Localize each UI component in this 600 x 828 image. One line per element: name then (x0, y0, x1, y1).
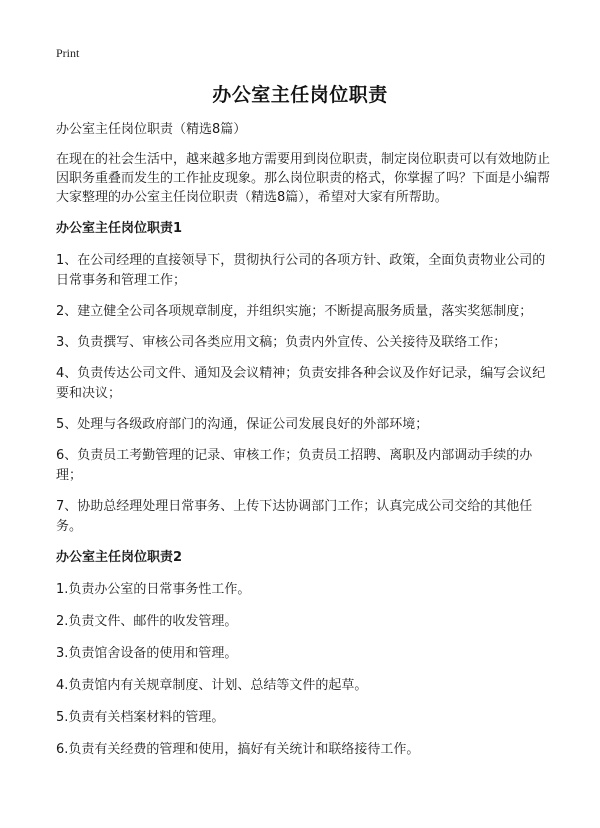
list-item: 7、协助总经理处理日常事务、上传下达协调部门工作；认真完成公司交给的其他任务。 (56, 499, 533, 534)
document-title: 办公室主任岗位职责 (212, 84, 388, 106)
list-item: 2、建立健全公司各项规章制度，并组织实施；不断提高服务质量，落实奖惩制度； (56, 304, 533, 319)
section-1-list (56, 251, 550, 537)
document-body (56, 120, 550, 772)
list-item: 6.负责有关经费的管理和使用，搞好有关统计和联络接待工作。 (56, 742, 420, 757)
document-subtitle: 办公室主任岗位职责（精选8篇） (56, 122, 247, 137)
intro-paragraph: 在现在的社会生活中，越来越多地方需要用到岗位职责，制定岗位职责可以有效地防止因职务重叠而发生的工作扯皮现象。那么岗位职责的格式，你掌握了吗？下面是小编帮大家整理的办公室主任岗位职责（精选8篇），希望对大家有所帮助。 (56, 152, 551, 205)
list-item: 3.负责馆舍设备的使用和管理。 (56, 646, 238, 661)
list-item: 4.负责馆内有关规章制度、计划、总结等文件的起草。 (56, 678, 368, 693)
list-item: 5.负责有关档案材料的管理。 (56, 710, 225, 725)
list-item: 1、在公司经理的直接领导下，贯彻执行公司的各项方针、政策，全面负责物业公司的日常事务和管理工作； (56, 253, 546, 288)
list-item: 4、负责传达公司文件、通知及会议精神；负责安排各种会议及作好记录，编写会议纪要和决议； (56, 366, 546, 401)
list-item: 5、处理与各级政府部门的沟通，保证公司发展良好的外部环境； (56, 417, 429, 432)
print-label: Print (56, 46, 80, 60)
list-item: 2.负责文件、邮件的收发管理。 (56, 614, 238, 629)
list-item: 6、负责员工考勤管理的记录、审核工作；负责员工招聘、离职及内部调动手续的办理； (56, 448, 533, 483)
list-item: 1.负责办公室的日常事务性工作。 (56, 582, 251, 597)
section-heading-2: 办公室主任岗位职责2 (56, 550, 183, 565)
section-2-list (56, 580, 550, 760)
section-heading-1: 办公室主任岗位职责1 (56, 221, 183, 236)
list-item: 3、负责撰写、审核公司各类应用文稿；负责内外宣传、公关接待及联络工作； (56, 335, 507, 350)
